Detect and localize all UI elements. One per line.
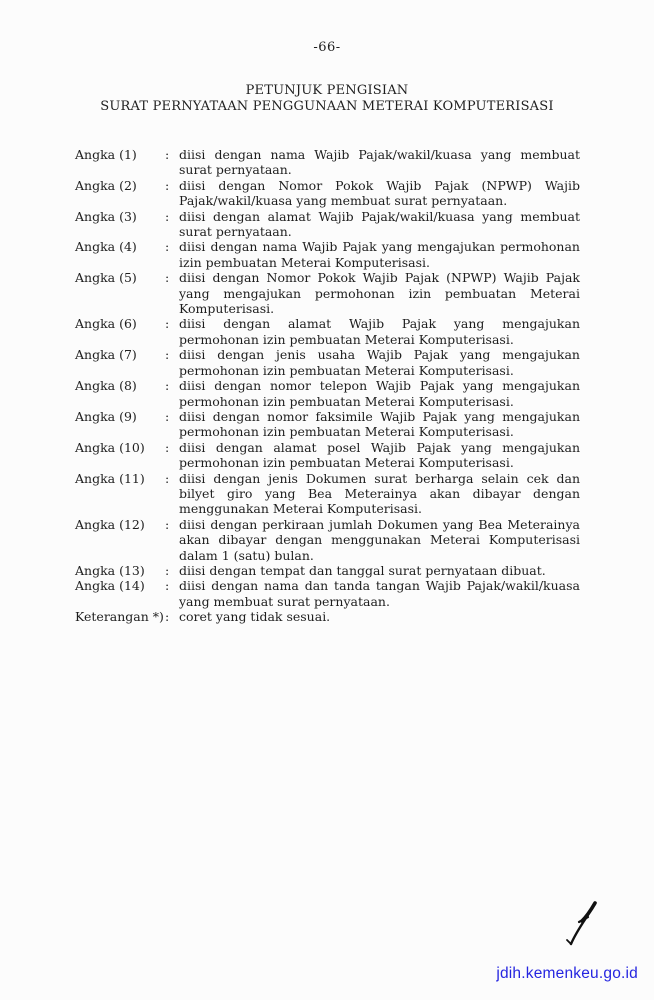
instruction-label: Angka (4) xyxy=(75,239,137,255)
instruction-row xyxy=(75,578,580,609)
instruction-row xyxy=(75,347,580,378)
instruction-text: diisi dengan Nomor Pokok Wajib Pajak (NPWP) Wajib Pajak yang mengajukan permohonan izin pembuatan Meterai Komputerisasi. xyxy=(179,270,580,317)
instruction-label: Angka (8) xyxy=(75,378,137,394)
title-line-1: PETUNJUK PENGISIAN xyxy=(245,83,409,98)
instruction-separator: : xyxy=(165,470,170,486)
instruction-separator: : xyxy=(165,270,170,286)
instruction-text: diisi dengan alamat posel Wajib Pajak yang mengajukan permohonan izin pembuatan Meterai Komputerisasi. xyxy=(179,439,580,471)
instruction-label: Angka (2) xyxy=(75,177,137,193)
instruction-row xyxy=(75,409,580,440)
instruction-label: Angka (13) xyxy=(75,562,145,578)
instruction-text: diisi dengan nama Wajib Pajak/wakil/kuasa yang membuat surat pernyataan. xyxy=(179,147,580,178)
page-number: -66- xyxy=(313,40,341,55)
instruction-label: Angka (3) xyxy=(75,208,137,224)
instruction-label: Angka (1) xyxy=(75,147,137,162)
instruction-row xyxy=(75,609,580,624)
instruction-label: Angka (9) xyxy=(75,408,137,424)
instruction-text: diisi dengan perkiraan jumlah Dokumen yang Bea Meterainya akan dibayar dengan menggunakan Meterai Komputerisasi dalam 1 (satu) bulan. xyxy=(179,516,580,563)
instruction-separator: : xyxy=(165,562,170,578)
pen-stroke-mark xyxy=(545,890,615,960)
instruction-text: diisi dengan jenis usaha Wajib Pajak yang mengajukan permohonan izin pembuatan Meterai Komputerisasi. xyxy=(179,347,580,378)
instruction-label: Angka (11) xyxy=(75,470,145,486)
instruction-text: diisi dengan nomor telepon Wajib Pajak yang mengajukan permohonan izin pembuatan Meterai Komputerisasi. xyxy=(179,378,580,409)
instruction-row xyxy=(75,209,580,240)
instruction-separator: : xyxy=(165,439,170,455)
instruction-separator: : xyxy=(165,516,170,532)
instruction-separator: : xyxy=(165,177,170,193)
instruction-text: diisi dengan alamat Wajib Pajak/wakil/kuasa yang membuat surat pernyataan. xyxy=(179,208,580,240)
instruction-separator: : xyxy=(165,316,170,332)
instruction-row xyxy=(75,147,580,178)
instruction-text: diisi dengan nomor faksimile Wajib Pajak yang mengajukan permohonan izin pembuatan Meterai Komputerisasi. xyxy=(179,408,580,440)
instruction-list xyxy=(75,147,580,625)
instruction-label: Keterangan *) xyxy=(75,609,164,625)
instruction-row xyxy=(75,471,580,517)
instruction-row xyxy=(75,517,580,563)
instruction-text: diisi dengan tempat dan tanggal surat pernyataan dibuat. xyxy=(179,562,546,578)
instruction-separator: : xyxy=(165,378,170,394)
instruction-text: diisi dengan alamat Wajib Pajak yang mengajukan permohonan izin pembuatan Meterai Komputerisasi. xyxy=(179,316,580,347)
instruction-row xyxy=(75,378,580,409)
instruction-separator: : xyxy=(165,208,170,224)
instruction-text: diisi dengan jenis Dokumen surat berharga selain cek dan bilyet giro yang Bea Meterainya akan dibayar dengan menggunakan Meterai Komputerisasi. xyxy=(179,470,580,517)
instruction-row xyxy=(75,563,580,578)
instruction-row xyxy=(75,270,580,316)
instruction-separator: : xyxy=(165,239,170,255)
instruction-label: Angka (5) xyxy=(75,270,137,286)
instruction-row xyxy=(75,239,580,270)
instruction-label: Angka (14) xyxy=(75,578,145,594)
instruction-row xyxy=(75,440,580,471)
instruction-label: Angka (7) xyxy=(75,347,137,363)
instruction-label: Angka (12) xyxy=(75,516,145,532)
instruction-text: coret yang tidak sesuai. xyxy=(179,609,331,625)
instruction-text: diisi dengan Nomor Pokok Wajib Pajak (NPWP) Wajib Pajak/wakil/kuasa yang membuat surat pernyataan. xyxy=(179,177,580,209)
instruction-row xyxy=(75,316,580,347)
instruction-text: diisi dengan nama Wajib Pajak yang mengajukan permohonan izin pembuatan Meterai Komputerisasi. xyxy=(179,239,580,270)
instruction-label: Angka (10) xyxy=(75,439,145,455)
jdih-watermark: jdih.kemenkeu.go.id xyxy=(496,965,638,982)
instruction-separator: : xyxy=(165,347,170,363)
document-title xyxy=(0,83,654,115)
instruction-separator: : xyxy=(165,408,170,424)
instruction-row xyxy=(75,178,580,209)
instruction-separator: : xyxy=(165,609,170,625)
instruction-separator: : xyxy=(165,578,170,594)
instruction-separator: : xyxy=(165,147,170,162)
instruction-text: diisi dengan nama dan tanda tangan Wajib Pajak/wakil/kuasa yang membuat surat pernyataan. xyxy=(179,578,580,609)
instruction-label: Angka (6) xyxy=(75,316,137,332)
title-line-2: SURAT PERNYATAAN PENGGUNAAN METERAI KOMPUTERISASI xyxy=(100,99,554,114)
